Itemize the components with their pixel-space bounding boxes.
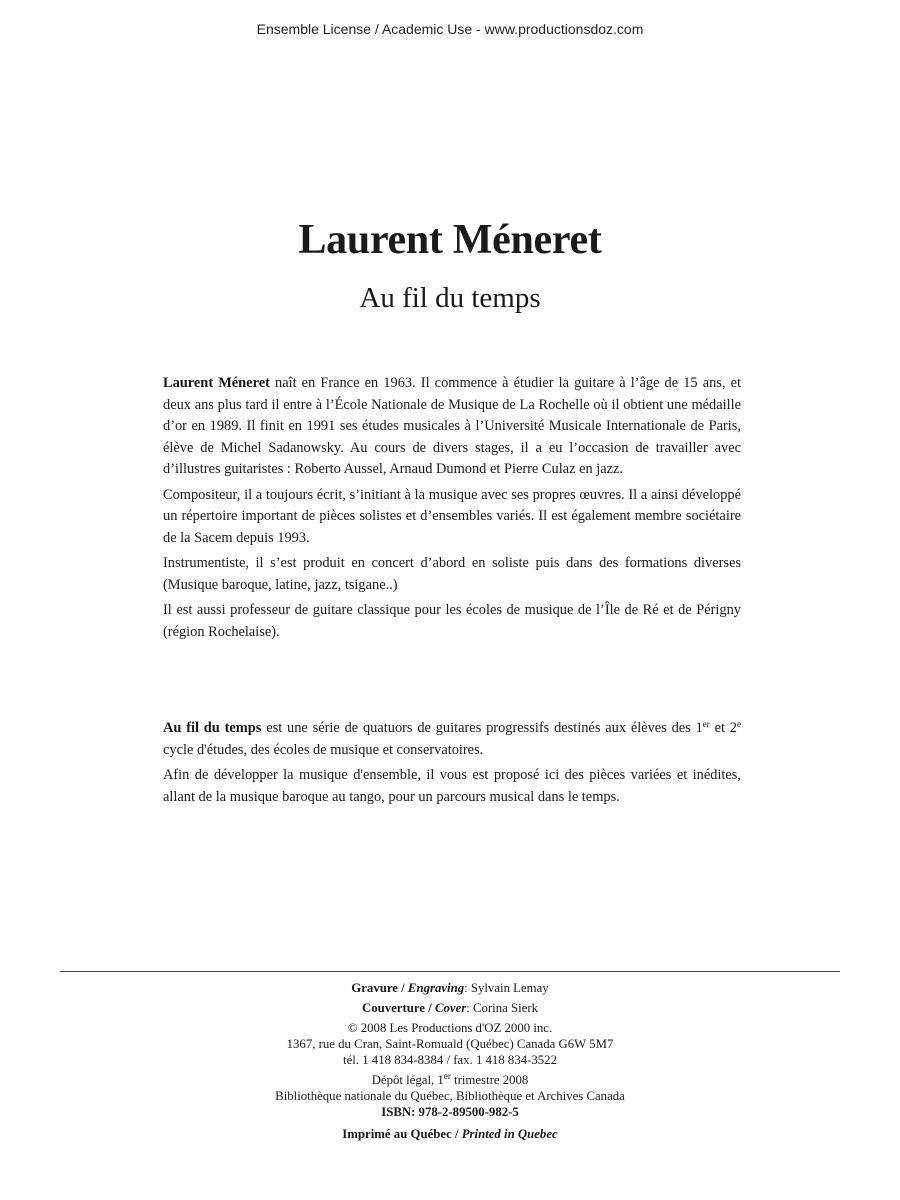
series-text-a: est une série de quatuors de guitares progressifs destinés aux élèves des 1 [261, 720, 703, 736]
isbn: ISBN: 978-2-89500-982-5 [381, 1105, 519, 1119]
series-superscript-2: e [737, 719, 741, 729]
printed-fr: Imprimé au Québec / [342, 1127, 462, 1141]
biography [163, 373, 741, 647]
series-text-c: cycle d'études, des écoles de musique et conservatoires. [163, 741, 484, 758]
series-description [163, 718, 741, 812]
bio-paragraph-1 [163, 373, 741, 481]
cover-name: : Corina Sierk [466, 1001, 539, 1015]
series-title: Au fil du temps [163, 720, 262, 736]
engraving-label-fr: Gravure / [351, 981, 408, 995]
legal-deposit [0, 1072, 900, 1088]
copyright: © 2008 Les Productions d'OZ 2000 inc. [347, 1021, 553, 1035]
publisher-address: 1367, rue du Cran, Saint-Romuald (Québec) Canada G6W 5M7 [286, 1037, 614, 1051]
cover-credit [0, 1000, 900, 1016]
series-superscript-1: er [702, 719, 710, 729]
series-text-b: et 2 [709, 720, 737, 736]
engraving-credit [0, 980, 900, 996]
series-paragraph-1 [163, 718, 741, 761]
libraries: Bibliothèque nationale du Québec, Bibliothèque et Archives Canada [275, 1089, 625, 1103]
bio-paragraph-4: Il est aussi professeur de guitare classique pour les écoles de musique de l’Île de Ré et de Périgny (région Rochelaise). [163, 602, 741, 640]
cover-label-en: Cover [434, 1001, 467, 1015]
credits [0, 980, 900, 1142]
bio-composer-name: Laurent Méneret [163, 375, 270, 391]
bio-paragraph-3: Instrumentiste, il s’est produit en concert d’abord en soliste puis dans des formations diverses (Musique baroque, latine, jazz, tsigane..) [163, 555, 741, 593]
engraving-label-en: Engraving [407, 981, 465, 995]
series-paragraph-2: Afin de développer la musique d'ensemble, il vous est proposé ici des pièces variées et inédites, allant de la musique baroque au tango, pour un parcours musical dans le temps. [163, 767, 741, 805]
legal-deposit-superscript: er [443, 1071, 451, 1081]
license-line: Ensemble License / Academic Use - www.productionsdoz.com [256, 21, 644, 37]
bio-paragraph-2: Compositeur, il a toujours écrit, s’initiant à la musique avec ses propres œuvres. Il a ainsi développé un répertoire important de pièces solistes et d’ensembles variés. Il est également membre sociétaire de la Sacem depuis 1993. [163, 486, 741, 546]
printed-in [0, 1126, 900, 1142]
legal-deposit-text-a: Dépôt légal, 1 [371, 1073, 444, 1087]
engraving-name: : Sylvain Lemay [464, 981, 549, 995]
footer-divider [60, 971, 840, 972]
publisher-phone: tél. 1 418 834-8384 / fax. 1 418 834-3522 [343, 1053, 557, 1067]
work-title: Au fil du temps [359, 282, 541, 314]
bio-paragraph-1-text: naît en France en 1963. Il commence à étudier la guitare à l’âge de 15 ans, et deux ans plus tard il entre à l’École Nationale de Musique de La Rochelle où il obtient une médaille d’or en 1989. Il finit en 1991 ses études musicales à l’Université Musicale Internationale de Paris, élève de Michel Sadanowsky. Au cours de divers stages, il a eu l’occasion de travailler avec d’illustres guitaristes : Roberto Aussel, Arnaud Dumond et Pierre Culaz en jazz. [163, 375, 741, 477]
printed-en: Printed in Quebec [461, 1127, 558, 1141]
legal-deposit-text-b: trimestre 2008 [450, 1073, 529, 1087]
cover-label-fr: Couverture / [361, 1001, 435, 1015]
composer-name: Laurent Méneret [298, 217, 602, 263]
